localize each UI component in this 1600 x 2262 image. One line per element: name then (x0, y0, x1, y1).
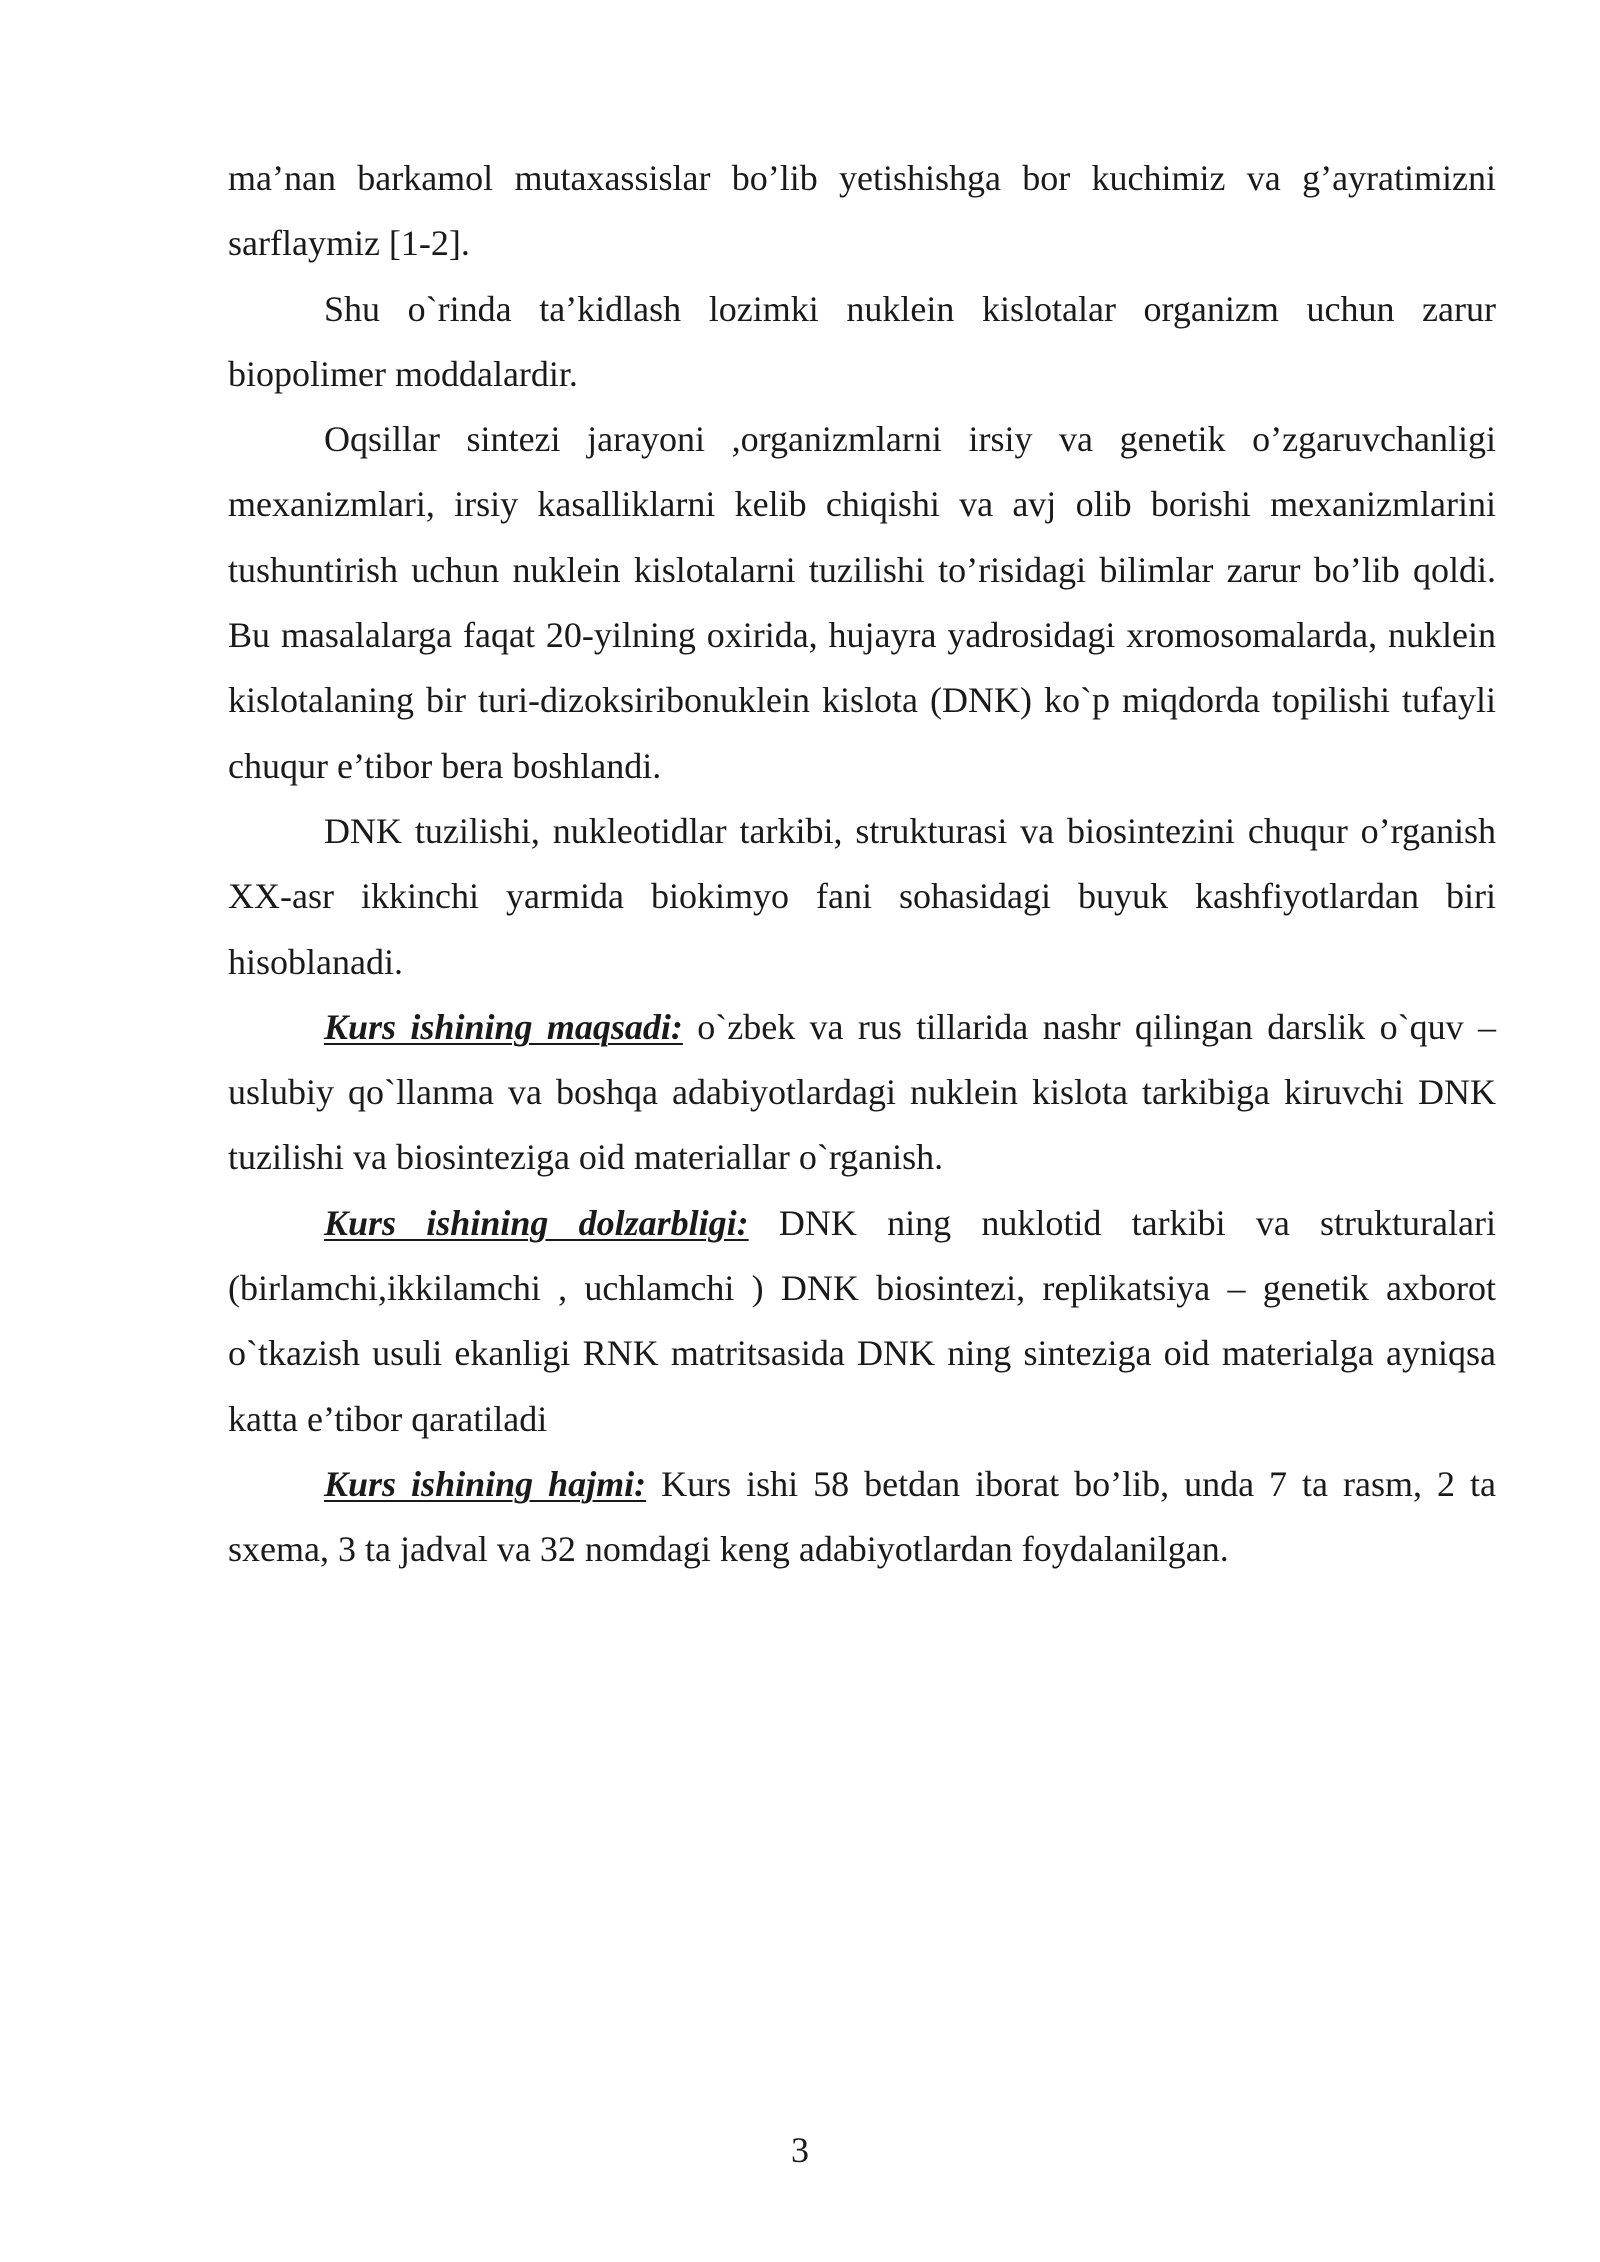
course-goal-heading: Kurs ishining maqsadi: (324, 1006, 683, 1047)
paragraph-text: Shu o`rinda ta’kidlash lozimki nuklein kislotalar organizm uchun zarur biopolimer moddalardir. (228, 288, 1496, 394)
paragraph-nucleic-acids (228, 277, 1496, 408)
paragraph-dnk-structure (228, 799, 1496, 995)
paragraph-protein-synthesis (228, 407, 1496, 799)
course-relevance-heading: Kurs ishining dolzarbligi: (324, 1202, 749, 1243)
paragraph-text: o`zbek va rus tillarida nashr qilingan darslik o`quv – uslubiy qo`llanma va boshqa adabiyotlardagi nuklein kislota tarkibiga kiruvchi DNK tuzilishi va biosinteziga oid materiallar o`rganish. (228, 1006, 1496, 1178)
paragraph-text: Kurs ishi 58 betdan iborat bo’lib, unda 7 ta rasm, 2 ta sxema, 3 ta jadval va 32 nomdagi keng adabiyotlardan foydalanilgan. (228, 1463, 1496, 1570)
paragraph-text: DNK ning nuklotid tarkibi va strukturalari (birlamchi,ikkilamchi , uchlamchi ) DNK biosintezi, replikatsiya – genetik axborot o`tkazish usuli ekanligi RNK matritsasida DNK ning sinteziga oid materialga ayniqsa katta e’tibor qaratiladi (228, 1202, 1496, 1439)
course-volume-heading: Kurs ishining hajmi: (324, 1463, 647, 1504)
paragraph-text: DNK tuzilishi, nukleotidlar tarkibi, strukturasi va biosintezini chuqur o’rganish XX-asr ikkinchi yarmida biokimyo fani sohasidagi buyuk kashfiyotlardan biri hisoblanadi. (228, 810, 1496, 982)
page-number: 3 (791, 2130, 809, 2170)
paragraph-text: ma’nan barkamol mutaxassislar bo’lib yetishishga bor kuchimiz va g’ayratimizni sarflaymiz [1-2]. (228, 158, 1496, 264)
document-body (228, 146, 1496, 1583)
paragraph-text: Oqsillar sintezi jarayoni ,organizmlarni irsiy va genetik o’zgaruvchanligi mexanizmlari, irsiy kasalliklarni kelib chiqishi va avj olib borishi mexanizmlarini tushuntirish uchun nuklein kislotalarni tuzilishi to’risidagi bilimlar zarur bo’lib qoldi. Bu masalalarga faqat 20-yilning oxirida, hujayra yadrosidagi xromosomalarda, nuklein kislotalaning bir turi-dizoksiribonuklein kislota (DNK) ko`p miqdorda topilishi tufayli chuqur e’tibor bera boshlandi. (228, 419, 1496, 786)
paragraph-course-relevance (228, 1191, 1496, 1452)
paragraph-course-goal (228, 995, 1496, 1191)
paragraph-intro-continuation (228, 146, 1496, 277)
paragraph-course-volume (228, 1452, 1496, 1583)
